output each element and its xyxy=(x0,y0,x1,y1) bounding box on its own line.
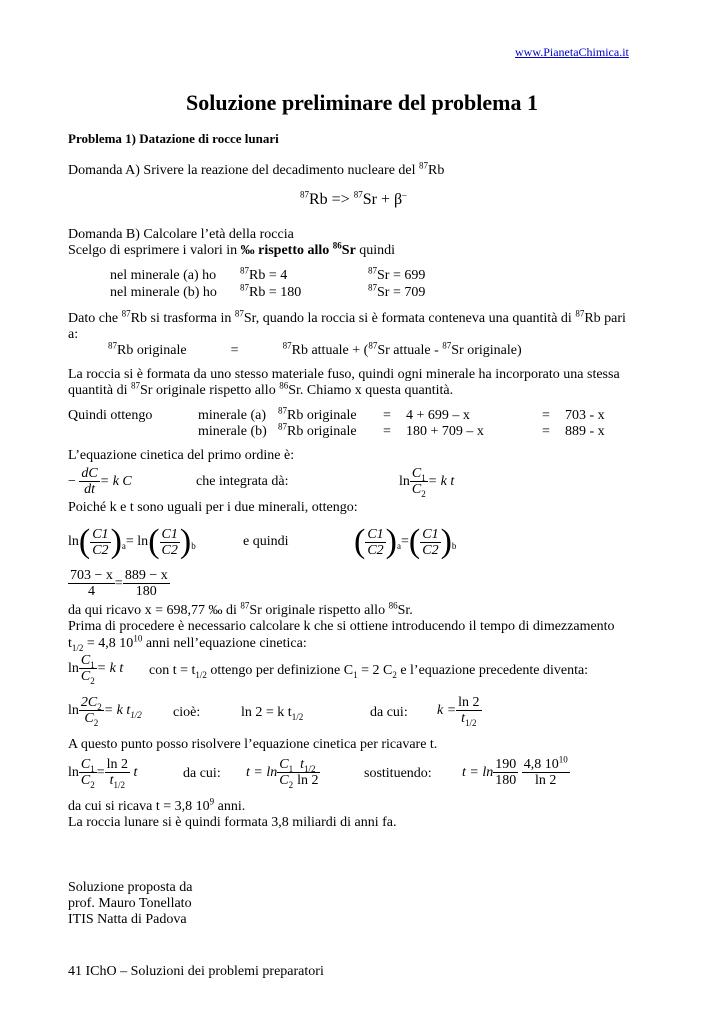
site-link[interactable]: www.PianetaChimica.it xyxy=(515,45,629,59)
page-footer: 41 IChO – Soluzioni dei problemi preparatori xyxy=(68,964,324,979)
ricavo-text: da qui ricavo x = 698,77 ‰ di $^{87}$Sr originale rispetto allo $^{86}$Sr. xyxy=(68,600,413,618)
domanda-b-text: Domanda B) Calcolare l’età della roccia xyxy=(68,227,294,242)
da-cui-label: da cui: xyxy=(370,705,408,720)
half-life-text: $t_{1/2} = 4,8$ $10^{10}$ anni nell’equazione cinetica: xyxy=(68,633,307,653)
decay-reaction: $^{87}$Rb => $^{87}$Sr + β– xyxy=(300,189,407,208)
quindi-label: Quindi ottengo xyxy=(68,408,153,423)
roccia-text: La roccia si è formata da uno stesso materiale fuso, quindi ogni minerale ha incorporato una stessa xyxy=(68,367,620,382)
quindi-b-expr: 180 + 709 – x xyxy=(406,424,484,439)
section-heading: Problema 1) Datazione di rocce lunari xyxy=(68,131,279,146)
mineral-b-sr: $^{87}$Sr = 709 xyxy=(368,282,426,300)
t-ln-equation: t = ln $\frac{C_1}{C_2}$ $\frac{t_{1/2}}{\ln 2}$ xyxy=(246,757,319,790)
poiche-text: Poiché k e t sono uguali per i due minerali, ottengo: xyxy=(68,500,358,515)
integrated-label: che integrata dà: xyxy=(196,474,289,489)
kinetic-diff-equation: − $\frac{dC}{dt}$ = k C xyxy=(68,466,132,497)
quindi-b-eq2: = xyxy=(542,424,550,439)
ln2-kt-equation: ln 2 = k $t_{1/2}$ xyxy=(241,705,304,722)
ln-2c2-equation: ln $\frac{2C_2}{C_2}$ = k $t_{1/2}$ xyxy=(68,695,142,728)
dato-text: Dato che $^{87}$Rb si trasforma in $^{87}$Sr, quando la roccia si è formata conteneva una quantità di $^{87}$Rb pari xyxy=(68,308,626,326)
cioe-label: cioè: xyxy=(173,705,201,720)
kinetic-text: L’equazione cinetica del primo ordine è: xyxy=(68,448,295,463)
quindi-b-eq: = xyxy=(383,424,391,439)
quindi-b-rb: $^{87}$Rb originale xyxy=(278,421,357,439)
integrated-equation: ln $\frac{C_1}{C_2}$ = k t xyxy=(399,466,455,499)
mineral-b-rb: $^{87}$Rb = 180 xyxy=(240,282,302,300)
final-ln-equation: ln $\frac{C_1}{C_2}$ = $\frac{\ln 2}{t_{1/2}}$ t xyxy=(68,757,138,790)
ln-c1-c2-equation: ln $\frac{C_1}{C_2}$ = k t xyxy=(68,653,124,686)
prima-text: Prima di procedere è necessario calcolare k che si ottiene introducendo il tempo di dimezzamento xyxy=(68,619,615,634)
sostituendo-label: sostituendo: xyxy=(364,766,432,781)
con-t-text: con $t = t_{1/2}$ ottengo per definizione $C_1 = 2$ $C_2$ e l’equazione precedente diventa: xyxy=(149,663,589,680)
mineral-a-rb: $^{87}$Rb = 4 xyxy=(240,265,288,283)
quindi-a-expr: 4 + 699 – x xyxy=(406,408,470,423)
quindi-a-mineral: minerale (a) xyxy=(198,408,267,423)
dato-text-a: a: xyxy=(68,327,79,342)
mineral-a-label: nel minerale (a) ho xyxy=(110,268,217,283)
quindi-a-eq: = xyxy=(383,408,391,423)
quindi-a-rb: $^{87}$Rb originale xyxy=(278,405,357,423)
mineral-b-label: nel minerale (b) ho xyxy=(110,285,217,300)
quindi-a-eq2: = xyxy=(542,408,550,423)
final-da-cui-label: da cui: xyxy=(183,766,221,781)
t-numeric-equation: t = ln $\frac{190}{180}$ $\frac{4,8 10^{10}}{\ln 2}$ xyxy=(462,754,568,788)
quindi-b-mineral: minerale (b) xyxy=(198,424,267,439)
quindi-b-result: 889 - x xyxy=(565,424,605,439)
ln-equality: ln( $\frac{C1}{C2}$ )$_a= \ln$( $\frac{C1}{C2}$ )$_b$ xyxy=(68,523,196,560)
ratio-equality: ( $\frac{C1}{C2}$ )$_a=$( $\frac{C1}{C2}$ )$_b$ xyxy=(354,523,457,560)
mineral-a-sr: $^{87}$Sr = 699 xyxy=(368,265,426,283)
page-title: Soluzione preliminare del problema 1 xyxy=(185,90,538,115)
signature-line-1: Soluzione proposta da xyxy=(68,880,193,895)
conclusion-text: La roccia lunare si è quindi formata 3,8 miliardi di anni fa. xyxy=(68,815,397,830)
quindi-a-result: 703 - x xyxy=(565,408,605,423)
domanda-a-text: Domanda A) Srivere la reazione del decadimento nucleare del $^{87}$Rb xyxy=(68,160,445,178)
scelgo-text: Scelgo di esprimere i valori in ‰ rispetto allo $^{86}$Sr quindi xyxy=(68,240,396,258)
signature-line-2: prof. Mauro Tonellato xyxy=(68,896,192,911)
e-quindi-label: e quindi xyxy=(243,534,289,549)
signature-line-3: ITIS Natta di Padova xyxy=(68,912,187,927)
risolvere-text: A questo punto posso risolvere l’equazione cinetica per ricavare t. xyxy=(68,737,438,752)
original-equation: $^{87}$Rb originale = $^{87}$Rb attuale + ($^{87}$Sr attuale - $^{87}$Sr originale) xyxy=(108,340,522,358)
result-text: da cui si ricava t = 3,8 $10^9$ anni. xyxy=(68,796,246,814)
k-equation: k = $\frac{\ln 2}{t_{1/2}}$ xyxy=(437,695,480,728)
roccia-text-2: quantità di $^{87}$Sr originale rispetto allo $^{86}$Sr. Chiamo x questa quantità. xyxy=(68,380,454,398)
ratio-equation: $\frac{703 - x}{4}$ = $\frac{889 - x}{180}$ xyxy=(70,568,168,599)
